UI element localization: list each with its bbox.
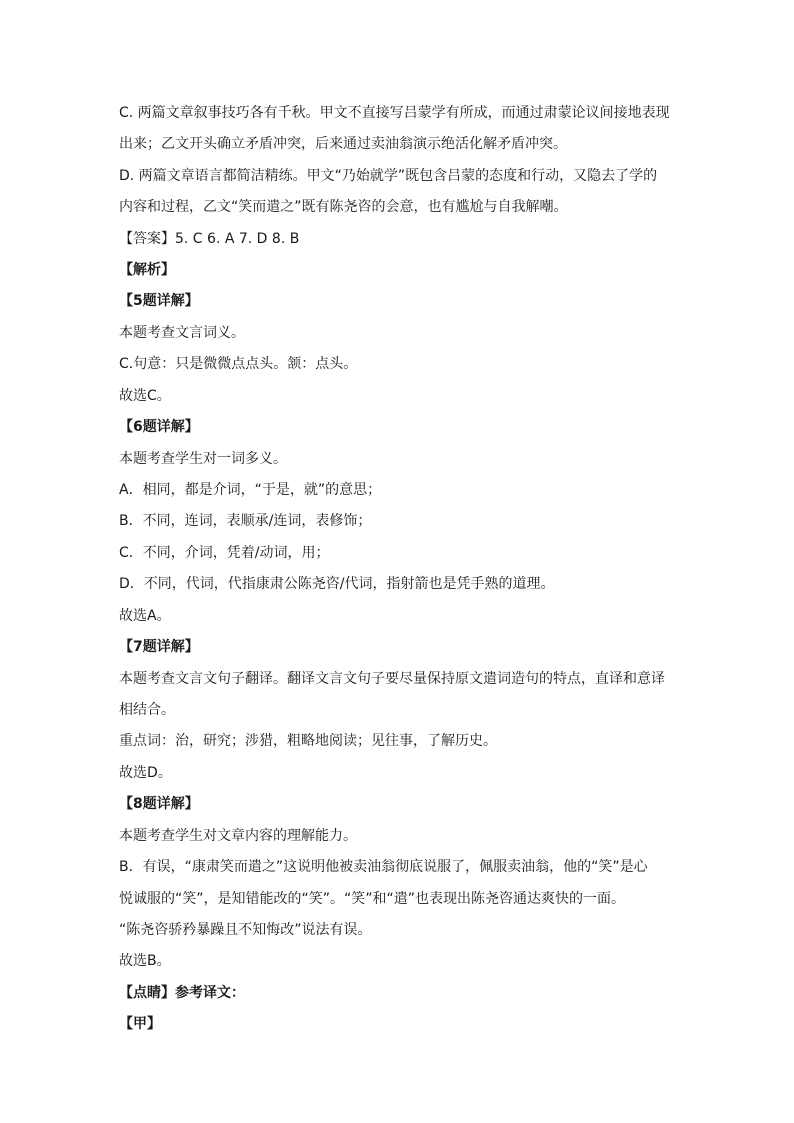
- q8-heading: 【8题详解】: [119, 796, 199, 812]
- q8-explanation-2: 悦诚服的“笑”，是知错能改的“笑”。“笑”和“遣”也表现出陈尧咨通达爽快的一面。: [119, 891, 626, 907]
- q6-option-d: D．不同，代词，代指康肃公陈尧咨/代词，指射箭也是凭手熟的道理。: [119, 576, 555, 592]
- q7-answer: 故选D。: [119, 765, 172, 781]
- q6-option-c: C．不同，介词，凭着/动词，用；: [119, 545, 330, 561]
- answer-line: 【答案】5. C 6. A 7. D 8. B: [119, 231, 300, 247]
- q7-intro-2: 相结合。: [119, 702, 175, 718]
- q6-option-a: A．相同，都是介词，“于是，就”的意思；: [119, 482, 382, 498]
- q8-answer: 故选B。: [119, 953, 171, 969]
- q5-explanation: C.句意：只是微微点点头。颔：点头。: [119, 356, 358, 372]
- q6-answer: 故选A。: [119, 608, 171, 624]
- tips-heading: 【点睛】参考译文：: [119, 985, 245, 1001]
- option-d-line-2: 内容和过程，乙文“笑而遣之”既有陈尧咨的会意，也有尴尬与自我解嘲。: [119, 199, 568, 215]
- q5-heading: 【5题详解】: [119, 293, 199, 309]
- q5-answer: 故选C。: [119, 388, 171, 404]
- option-d-line-1: D. 两篇文章语言都简洁精练。甲文“乃始就学”既包含吕蒙的态度和行动，又隐去了学的: [119, 168, 658, 184]
- q8-intro: 本题考查学生对文章内容的理解能力。: [119, 828, 357, 844]
- q6-heading: 【6题详解】: [119, 419, 199, 435]
- option-c-line-2: 出来；乙文开头确立矛盾冲突，后来通过卖油翁演示绝活化解矛盾冲突。: [119, 136, 567, 152]
- q6-option-b: B．不同，连词，表顺承/连词，表修饰；: [119, 513, 372, 529]
- q8-explanation-1: B．有误，“康肃笑而遣之”这说明他被卖油翁彻底说服了，佩服卖油翁，他的“笑”是心: [119, 859, 648, 875]
- q7-intro-1: 本题考查文言文句子翻译。翻译文言文句子要尽量保持原文遣词造句的特点，直译和意译: [119, 671, 665, 687]
- part-a-heading: 【甲】: [119, 1016, 161, 1032]
- analysis-heading: 【解析】: [119, 262, 175, 278]
- q7-heading: 【7题详解】: [119, 639, 199, 655]
- q5-intro: 本题考查文言词义。: [119, 325, 245, 341]
- q8-explanation-3: “陈尧咨骄矜暴躁且不知悔改”说法有误。: [119, 922, 372, 938]
- option-c-line-1: C. 两篇文章叙事技巧各有千秋。甲文不直接写吕蒙学有所成，而通过肃蒙论议间接地表现: [119, 105, 670, 121]
- q6-intro: 本题考查学生对一词多义。: [119, 451, 287, 467]
- q7-keywords: 重点词：治，研究；涉猎，粗略地阅读；见往事，了解历史。: [119, 733, 497, 749]
